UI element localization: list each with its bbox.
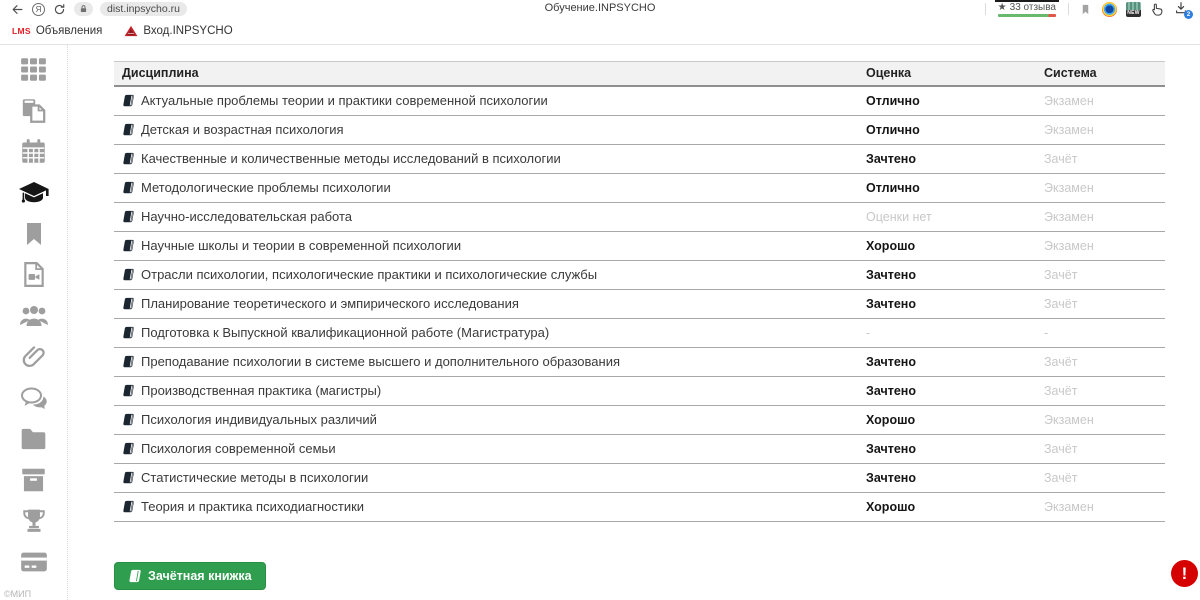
table-row[interactable]: [114, 260, 1165, 289]
grade-value: Оценки нет: [858, 202, 1036, 231]
book-icon: [122, 413, 135, 426]
main-panel: [68, 45, 1200, 600]
grade-value: Зачтено: [858, 376, 1036, 405]
table-row[interactable]: [114, 318, 1165, 347]
documents-icon: [20, 97, 47, 124]
sidebar-item-files[interactable]: [0, 418, 67, 459]
system-value: Зачёт: [1036, 463, 1165, 492]
sidebar-item-bookmarks[interactable]: [0, 213, 67, 254]
grade-value: Отлично: [858, 86, 1036, 116]
grade-value: Хорошо: [858, 405, 1036, 434]
discipline-name[interactable]: Научно-исследовательская работа: [141, 209, 353, 224]
graduation-cap-icon: [18, 180, 50, 206]
column-header-system: Система: [1036, 62, 1165, 86]
sidebar-item-archive[interactable]: [0, 459, 67, 500]
discipline-name[interactable]: Методологические проблемы психологии: [141, 180, 391, 195]
grade-value: Зачтено: [858, 144, 1036, 173]
table-row[interactable]: [114, 405, 1165, 434]
system-value: Зачёт: [1036, 376, 1165, 405]
address-bar[interactable]: dist.inpsycho.ru: [100, 2, 187, 16]
sidebar-item-videos[interactable]: [0, 254, 67, 295]
table-row[interactable]: [114, 434, 1165, 463]
system-value: Зачёт: [1036, 289, 1165, 318]
alert-notification-icon[interactable]: [1171, 560, 1198, 587]
book-icon: [122, 268, 135, 281]
book-icon: [122, 500, 135, 513]
bookmark-label: Объявления: [35, 25, 103, 37]
grade-value: Зачтено: [858, 347, 1036, 376]
page-title: Обучение.INPSYCHO: [544, 2, 656, 14]
discipline-name[interactable]: Планирование теоретического и эмпирического исследования: [141, 296, 519, 311]
column-header-discipline: Дисциплина: [114, 62, 858, 86]
discipline-name[interactable]: Преподавание психологии в системе высшего и дополнительного образования: [141, 354, 620, 369]
book-icon: [128, 569, 142, 583]
new-extension-icon[interactable]: [1126, 2, 1141, 17]
sidebar-item-grades[interactable]: [0, 172, 67, 213]
discipline-name[interactable]: Актуальные проблемы теории и практики современной психологии: [141, 93, 548, 108]
system-value: Экзамен: [1036, 115, 1165, 144]
discipline-name[interactable]: Отрасли психологии, психологические практики и психологические службы: [141, 267, 598, 282]
table-row[interactable]: [114, 376, 1165, 405]
sidebar-item-attachments[interactable]: [0, 336, 67, 377]
ssl-lock-icon[interactable]: [74, 2, 93, 16]
grade-value: Зачтено: [858, 289, 1036, 318]
grade-value: Зачтено: [858, 260, 1036, 289]
toolbar-divider: [1068, 3, 1069, 15]
column-header-grade: Оценка: [858, 62, 1036, 86]
system-value: Экзамен: [1036, 492, 1165, 521]
discipline-name[interactable]: Качественные и количественные методы исследований в психологии: [141, 151, 561, 166]
system-value: Экзамен: [1036, 405, 1165, 434]
star-icon: ★: [997, 2, 1007, 13]
table-row[interactable]: [114, 492, 1165, 521]
table-header-row: [114, 62, 1165, 86]
discipline-name[interactable]: Детская и возрастная психология: [141, 122, 344, 137]
bookmark-announcements[interactable]: [12, 25, 102, 37]
grade-value: Зачтено: [858, 434, 1036, 463]
pyramid-favicon: [124, 25, 138, 37]
sidebar-item-messages[interactable]: [0, 377, 67, 418]
folder-icon: [20, 427, 47, 451]
grade-value: Хорошо: [858, 231, 1036, 260]
site-rating-widget[interactable]: [995, 0, 1059, 18]
new-badge-label: NEW: [1127, 10, 1140, 16]
downloads-button[interactable]: [1174, 1, 1190, 17]
table-row[interactable]: [114, 202, 1165, 231]
book-icon: [122, 384, 135, 397]
rating-bar: [998, 14, 1056, 17]
bookmark-flag-icon[interactable]: [1078, 2, 1093, 17]
chat-icon: [20, 386, 48, 410]
video-file-icon: [21, 261, 47, 288]
book-icon: [122, 442, 135, 455]
credit-card-icon: [20, 551, 48, 573]
table-row[interactable]: [114, 463, 1165, 492]
system-value: Зачёт: [1036, 260, 1165, 289]
paperclip-icon: [21, 344, 47, 370]
book-icon: [122, 152, 135, 165]
sidebar-item-achievements[interactable]: [0, 500, 67, 541]
grade-value: Зачтено: [858, 463, 1036, 492]
table-row[interactable]: [114, 86, 1165, 116]
lms-favicon: LMS: [12, 26, 31, 36]
table-row[interactable]: [114, 144, 1165, 173]
table-row[interactable]: [114, 289, 1165, 318]
bookmark-login[interactable]: [124, 25, 232, 37]
grade-value: -: [858, 318, 1036, 347]
trophy-icon: [21, 508, 47, 534]
system-value: Зачёт: [1036, 434, 1165, 463]
discipline-name[interactable]: Производственная практика (магистры): [141, 383, 382, 398]
downloads-badge: 2: [1184, 10, 1193, 19]
gradebook-button[interactable]: [114, 562, 266, 590]
yandex-icon[interactable]: Я: [32, 3, 45, 16]
grade-value: Отлично: [858, 115, 1036, 144]
new-extension-art: [1126, 2, 1141, 10]
book-icon: [122, 239, 135, 252]
toolbar-divider: [985, 3, 986, 15]
book-icon: [122, 210, 135, 223]
calendar-icon: [20, 138, 47, 165]
book-icon: [122, 471, 135, 484]
discipline-name[interactable]: Теория и практика психодиагностики: [141, 499, 365, 514]
discipline-name[interactable]: Подготовка к Выпускной квалификационной работе (Магистратура): [141, 325, 550, 340]
archive-icon: [20, 467, 47, 493]
table-row[interactable]: [114, 231, 1165, 260]
sidebar-nav: [0, 45, 68, 600]
table-row[interactable]: [114, 115, 1165, 144]
book-icon: [122, 94, 135, 107]
grade-value: Хорошо: [858, 492, 1036, 521]
exclamation-glyph: !: [1181, 563, 1188, 583]
bookmark-label: Вход.INPSYCHO: [143, 25, 233, 37]
table-row[interactable]: [114, 347, 1165, 376]
book-icon: [122, 326, 135, 339]
refresh-button[interactable]: [52, 2, 67, 17]
discipline-name[interactable]: Психология индивидуальных различий: [141, 412, 377, 427]
browser-toolbar: [0, 0, 1200, 18]
discipline-name[interactable]: Психология современной семьи: [141, 441, 336, 456]
book-icon: [122, 297, 135, 310]
system-value: Экзамен: [1036, 202, 1165, 231]
grades-table: [114, 61, 1165, 522]
sidebar-item-groups[interactable]: [0, 295, 67, 336]
book-icon: [122, 355, 135, 368]
system-value: Экзамен: [1036, 173, 1165, 202]
sidebar-item-payments[interactable]: [0, 541, 67, 582]
sidebar-item-materials[interactable]: [0, 90, 67, 131]
discipline-name[interactable]: Научные школы и теории в современной психологии: [141, 238, 462, 253]
back-button[interactable]: [10, 2, 25, 17]
users-icon: [19, 304, 49, 328]
grid-icon: [20, 56, 47, 83]
gesture-hand-icon[interactable]: [1150, 2, 1165, 17]
bookmark-icon: [22, 221, 46, 247]
sidebar-item-dashboard[interactable]: [0, 49, 67, 90]
book-icon: [122, 123, 135, 136]
grade-value: Отлично: [858, 173, 1036, 202]
bookmarks-bar: [0, 18, 1200, 45]
reviews-count: 33 отзыва: [1009, 2, 1056, 13]
system-value: Экзамен: [1036, 86, 1165, 116]
discipline-name[interactable]: Статистические методы в психологии: [141, 470, 369, 485]
system-value: Зачёт: [1036, 347, 1165, 376]
extension-icon[interactable]: [1102, 2, 1117, 17]
book-icon: [122, 181, 135, 194]
system-value: Зачёт: [1036, 144, 1165, 173]
table-row[interactable]: [114, 173, 1165, 202]
gradebook-button-label: Зачётная книжка: [148, 568, 252, 583]
copyright-label: ©МИП: [4, 589, 32, 599]
system-value: Экзамен: [1036, 231, 1165, 260]
sidebar-item-calendar[interactable]: [0, 131, 67, 172]
system-value: -: [1036, 318, 1165, 347]
